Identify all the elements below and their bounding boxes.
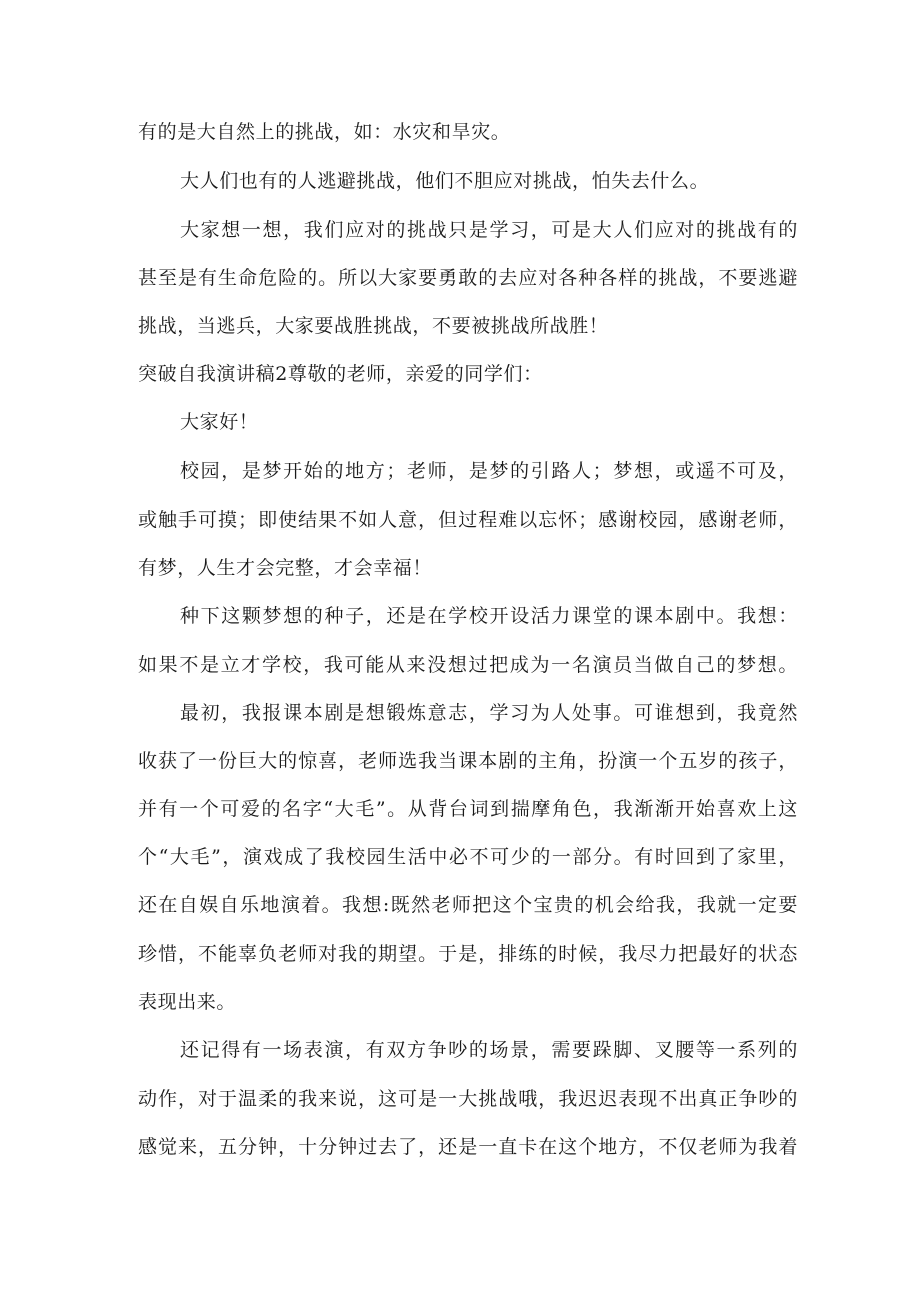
text-line: 甚至是有生命危险的。所以大家要勇敢的去应对各种各样的挑战，不要逃避 [138, 267, 798, 289]
text-line: 动作，对于温柔的我来说，这可是一大挑战哦，我迟迟表现不出真正争吵的 [138, 1088, 798, 1110]
text-line: 有梦，人生才会完整，才会幸福！ [138, 557, 433, 579]
text-line: 种下这颗梦想的种子，还是在学校开设活力课堂的课本剧中。我想： [180, 605, 798, 627]
text-line: 还在自娱自乐地演着。我想:既然老师把这个宝贵的机会给我，我就一定要 [138, 894, 798, 916]
text-line: 大家想一想，我们应对的挑战只是学习，可是大人们应对的挑战有的 [180, 219, 798, 241]
text-line: 有的是大自然上的挑战，如：水灾和旱灾。 [138, 121, 511, 143]
text-line: 如果不是立才学校，我可能从来没想过把成为一名演员当做自己的梦想。 [138, 654, 798, 676]
text-line: 最初，我报课本剧是想锻炼意志，学习为人处事。可谁想到，我竟然 [180, 702, 798, 724]
text-line: 还记得有一场表演，有双方争吵的场景，需要跺脚、叉腰等一系列的 [180, 1039, 798, 1061]
text-line: 挑战，当逃兵，大家要战胜挑战，不要被挑战所战胜！ [138, 315, 609, 337]
text-line: 珍惜，不能辜负老师对我的期望。于是，排练的时候，我尽力把最好的状态 [138, 943, 798, 965]
text-line: 大家好！ [180, 411, 259, 433]
text-line: 个“大毛”，演戏成了我校园生活中必不可少的一部分。有时回到了家里， [138, 846, 798, 868]
text-line: 表现出来。 [138, 991, 237, 1013]
text-line: 校园，是梦开始的地方；老师，是梦的引路人；梦想，或遥不可及， [180, 460, 798, 482]
section-heading: 突破自我演讲稿2尊敬的老师，亲爱的同学们： [138, 363, 543, 385]
text-line: 感觉来，五分钟，十分钟过去了，还是一直卡在这个地方，不仅老师为我着 [138, 1136, 798, 1158]
text-line: 收获了一份巨大的惊喜，老师选我当课本剧的主角，扮演一个五岁的孩子， [138, 750, 798, 772]
text-line: 并有一个可爱的名字“大毛”。从背台词到揣摩角色，我渐渐开始喜欢上这 [138, 798, 798, 820]
text-line: 或触手可摸；即使结果不如人意，但过程难以忘怀；感谢校园，感谢老师， [138, 509, 798, 531]
text-line: 大人们也有的人逃避挑战，他们不胆应对挑战，怕失去什么。 [180, 170, 710, 192]
